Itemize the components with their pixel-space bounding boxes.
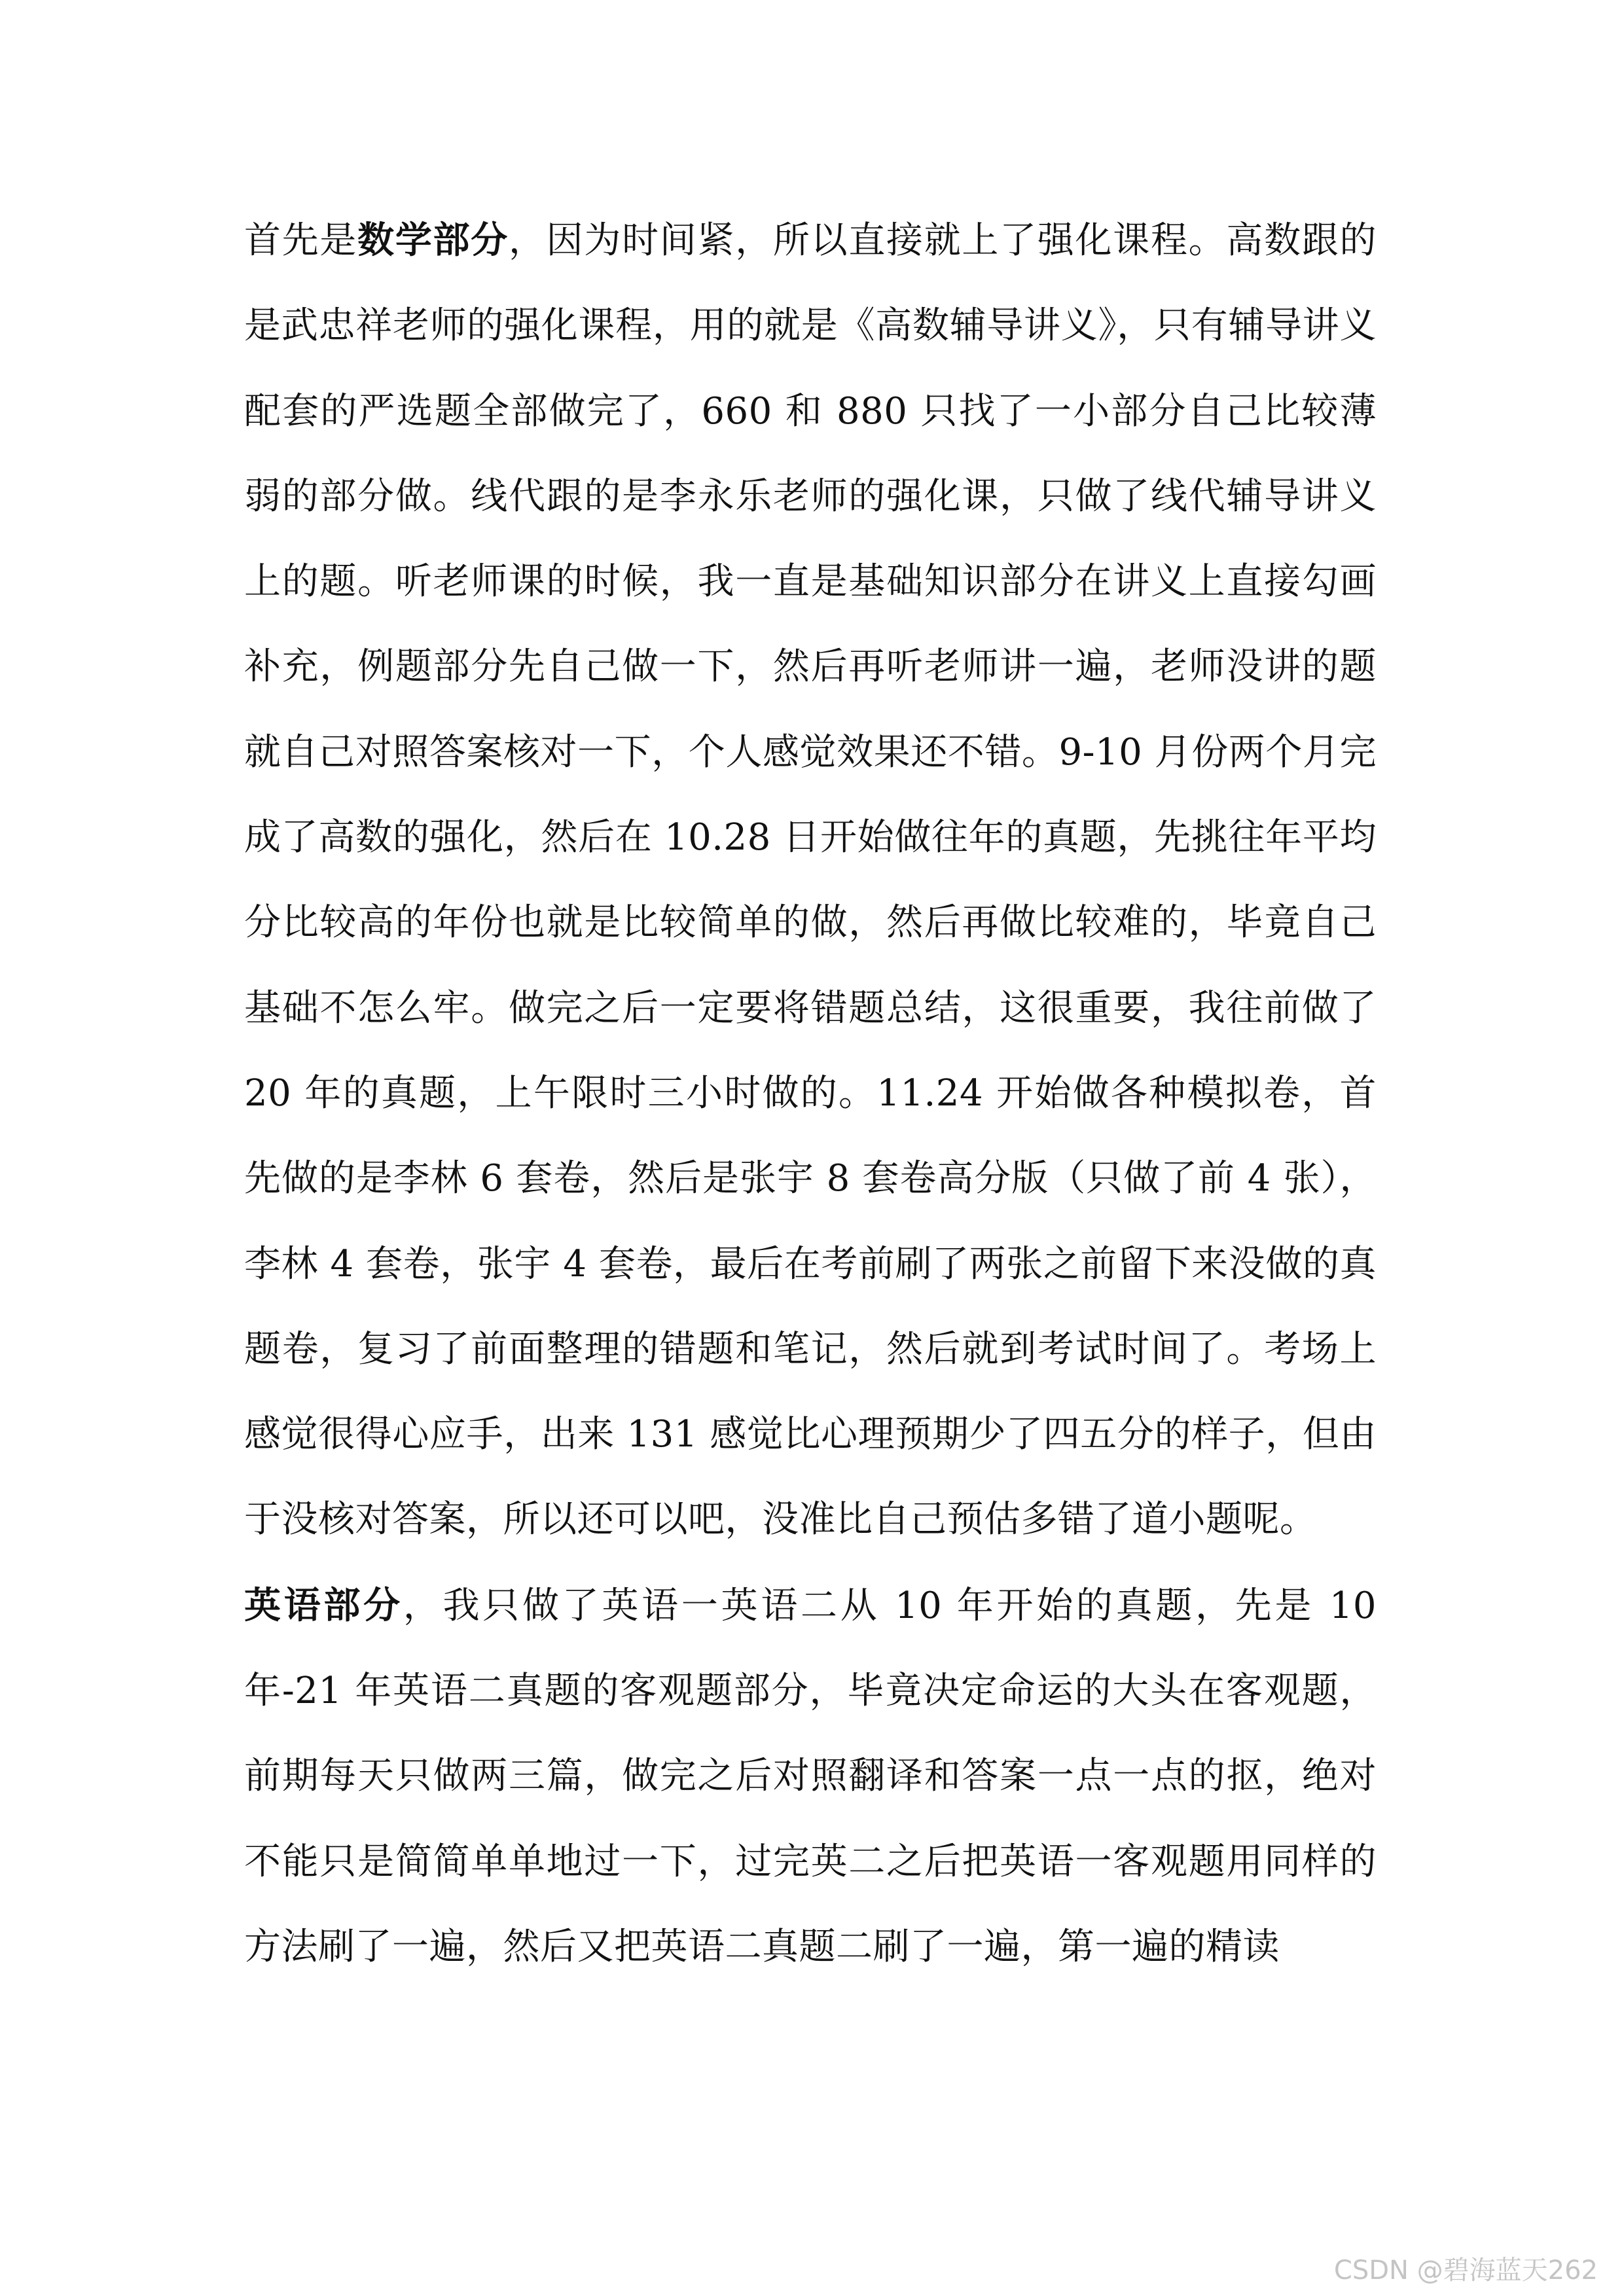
paragraph-math bbox=[244, 198, 1377, 1563]
csdn-watermark: CSDN @碧海蓝天262 bbox=[1333, 2255, 1598, 2286]
article-body bbox=[244, 198, 1377, 1990]
heading-english-section: 英语部分 bbox=[244, 1583, 403, 1627]
paragraph-english bbox=[244, 1563, 1377, 1990]
paragraph-lead: 首先是 bbox=[244, 219, 358, 262]
paragraph-english-body: ，我只做了英语一英语二从 10 年开始的真题，先是 10 年-21 年英语二真题的客观题部分，毕竟决定命运的大头在客观题，前期每天只做两三篇，做完之后对照翻译和答案一点一点的抠，绝对不能只是简简单单地过一下，过完英二之后把英语一客观题用同样的方法刷了一遍，然后又把英语二真题二刷了一遍，第一遍的精读 bbox=[244, 1584, 1377, 1968]
paragraph-math-body: ，因为时间紧，所以直接就上了强化课程。高数跟的是武忠祥老师的强化课程，用的就是《高数辅导讲义》，只有辅导讲义配套的严选题全部做完了，660 和 880 只找了一小部分自己比较薄弱的部分做。线代跟的是李永乐老师的强化课，只做了线代辅导讲义上的题。听老师课的时候，我一直是基础知识部分在讲义上直接勾画补充，例题部分先自己做一下，然后再听老师讲一遍，老师没讲的题就自己对照答案核对一下，个人感觉效果还不错。9-10 月份两个月完成了高数的强化，然后在 10.28 日开始做往年的真题，先挑往年平均分比较高的年份也就是比较简单的做，然后再做比较难的，毕竟自己基础不怎么牢。做完之后一定要将错题总结，这很重要，我往前做了 20 年的真题，上午限时三小时做的。11.24 开始做各种模拟卷，首先做的是李林 6 套卷，然后是张宇 8 套卷高分版（只做了前 4 张），李林 4 套卷，张宇 4 套卷，最后在考前刷了两张之前留下来没做的真题卷，复习了前面整理的错题和笔记，然后就到考试时间了。考场上感觉很得心应手，出来 131 感觉比心理预期少了四五分的样子，但由于没核对答案，所以还可以吧，没准比自己预估多错了道小题呢。 bbox=[244, 219, 1377, 1541]
heading-math-section: 数学部分 bbox=[357, 219, 509, 262]
